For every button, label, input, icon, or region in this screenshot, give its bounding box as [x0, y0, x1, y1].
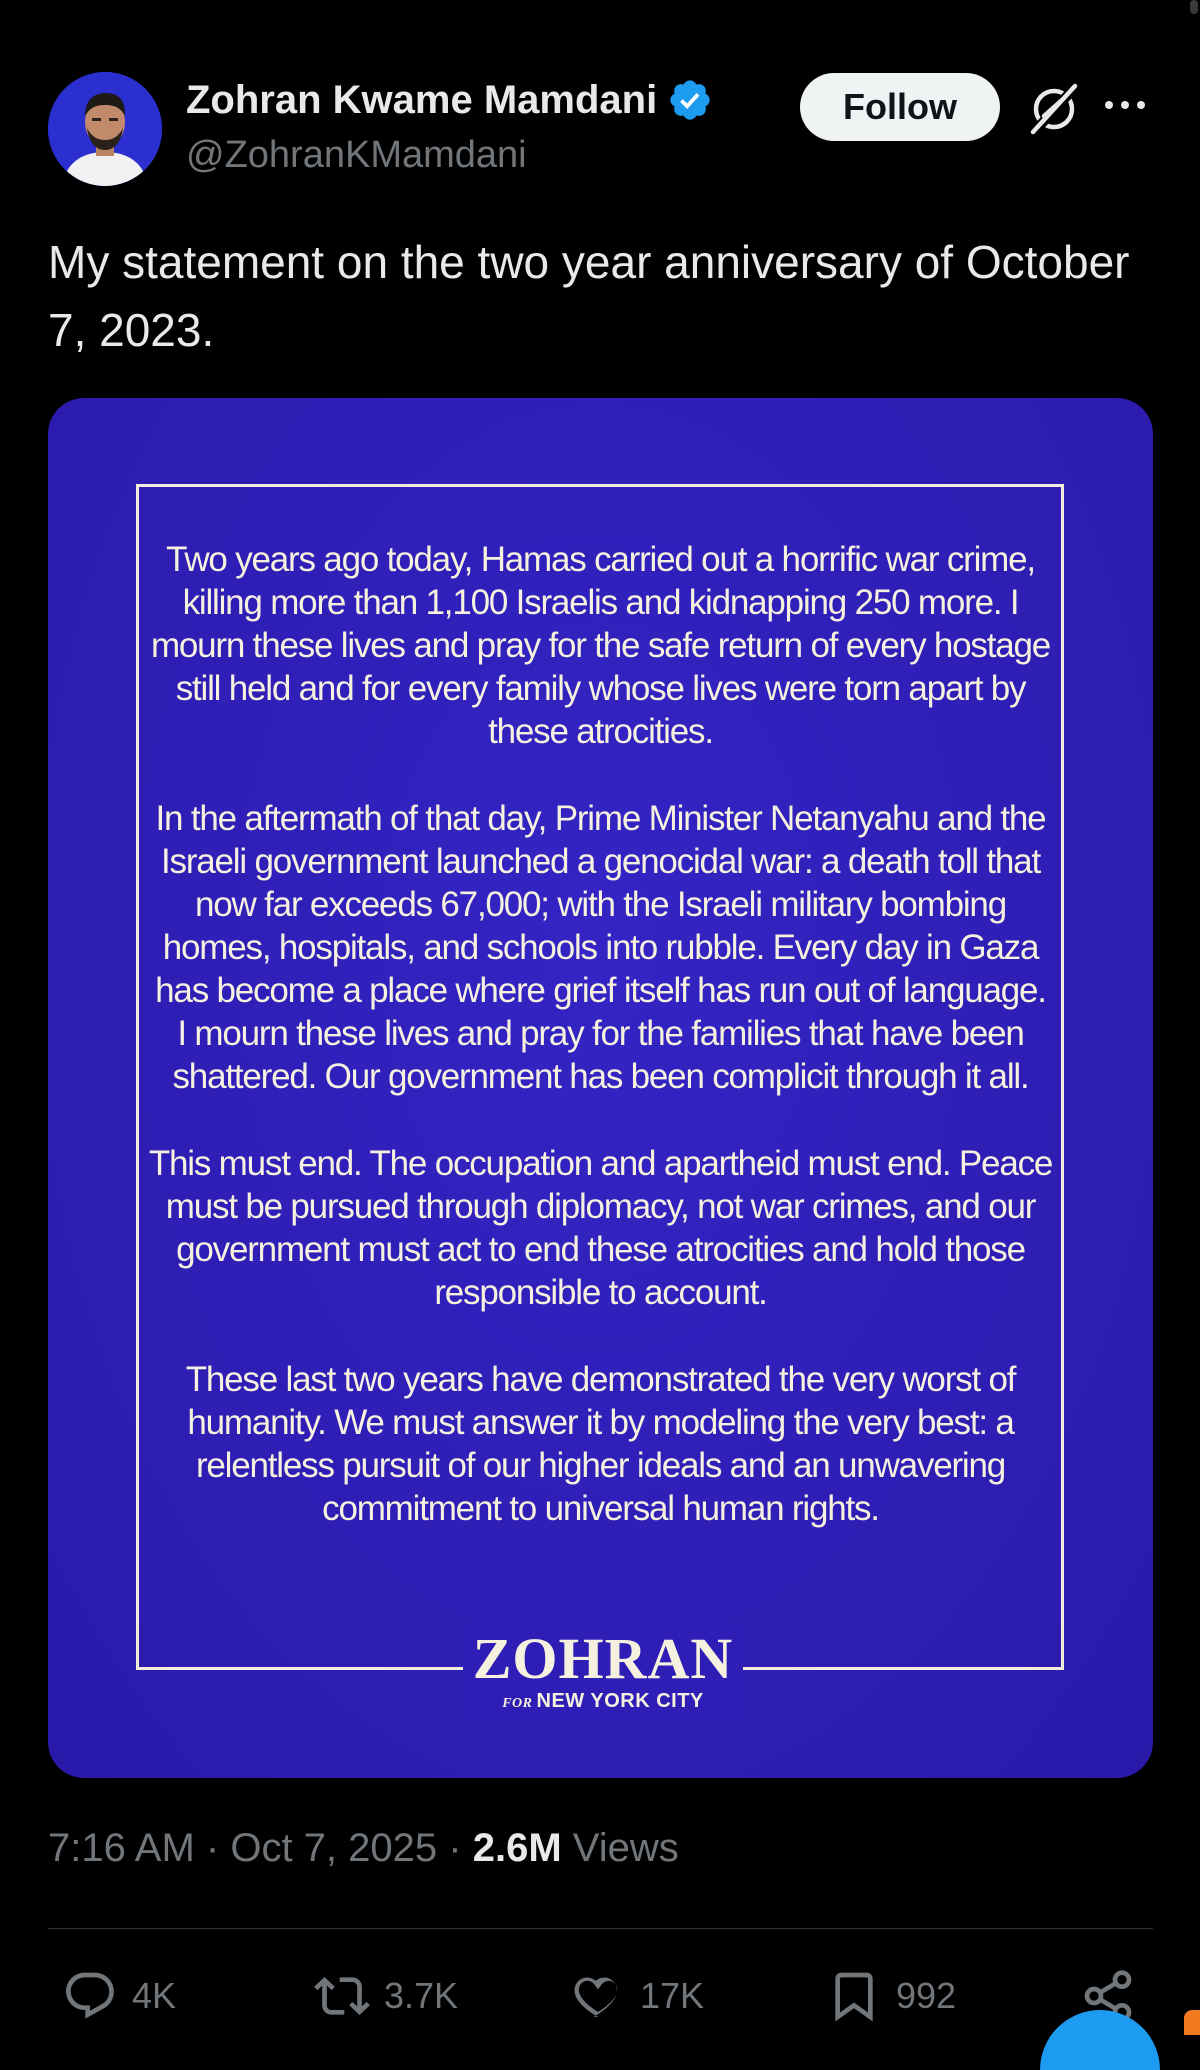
tweet-meta — [48, 1826, 679, 1871]
avatar-portrait — [48, 72, 162, 186]
like-button[interactable] — [570, 1968, 704, 2024]
logo-city: NEW YORK CITY — [536, 1690, 704, 1712]
author-handle[interactable]: @ZohranKMamdani — [186, 134, 527, 176]
avatar[interactable] — [48, 72, 162, 186]
like-icon — [570, 1968, 626, 2024]
logo-for: FOR — [502, 1696, 533, 1711]
like-count: 17K — [640, 1975, 705, 2016]
meta-separator: · — [205, 1826, 220, 1870]
tweet-time[interactable]: 7:16 AM — [48, 1826, 195, 1870]
statement-paragraph-4: These last two years have demonstrated the very worst of humanity. We must answer it by modeling the very best: a relentless pursuit of our higher ideals and an unwavering commitment to universal human rights. — [185, 1360, 1016, 1528]
statement-paragraph-2: In the aftermath of that day, Prime Minister Netanyahu and the Israeli government launched a genocidal war: a death toll that now far exceeds 67,000; with the Israeli military bombing homes, hospitals, and schools into rubble. Every day in Gaza has become a place where grief itself has run out of language. I mourn these lives and pray for the families that have been shattered. Our government has been complicit through it all. — [155, 799, 1046, 1096]
follow-button[interactable]: Follow — [800, 73, 1000, 141]
grok-icon[interactable] — [1024, 78, 1084, 138]
verified-badge-icon[interactable] — [667, 77, 713, 123]
statement-paragraph-3: This must end. The occupation and apartheid must end. Peace must be pursued through diplomacy, not war crimes, and our government must act to end these atrocities and hold those responsible to account. — [148, 1144, 1053, 1312]
bookmark-icon — [826, 1968, 882, 2024]
edge-indicator — [1184, 2010, 1200, 2035]
statement-paragraph-1: Two years ago today, Hamas carried out a horrific war crime, killing more than 1,100 Israelis and kidnapping 250 more. I mourn these lives and pray for the safe return of every hostage still held and for every family whose lives were torn apart by these atrocities. — [150, 540, 1051, 751]
tweet-text: My statement on the two year anniversary of October 7, 2023. — [48, 236, 1130, 356]
divider — [48, 1928, 1153, 1929]
reply-count: 4K — [132, 1975, 177, 2016]
logo-tagline — [463, 1688, 743, 1717]
statement-image[interactable] — [48, 398, 1153, 1778]
views-label: Views — [572, 1826, 679, 1870]
tweet-date[interactable]: Oct 7, 2025 — [230, 1826, 438, 1870]
repost-count: 3.7K — [384, 1975, 459, 2016]
campaign-logo — [463, 1626, 743, 1720]
statement-body — [148, 538, 1053, 1574]
action-bar — [48, 1968, 1153, 2028]
bookmark-count: 992 — [896, 1975, 957, 2016]
views-count[interactable]: 2.6M — [472, 1826, 562, 1870]
reply-button[interactable] — [62, 1968, 176, 2024]
repost-button[interactable] — [314, 1968, 458, 2024]
repost-icon — [314, 1968, 370, 2024]
logo-wordmark: ZOHRAN — [472, 1626, 734, 1691]
display-name-row — [186, 70, 713, 130]
tweet-header — [48, 70, 1152, 190]
bookmark-button[interactable] — [826, 1968, 956, 2024]
author-names — [186, 70, 713, 177]
scroll-indicator — [1190, 0, 1198, 14]
meta-separator: · — [448, 1826, 462, 1870]
display-name[interactable]: Zohran Kwame Mamdani — [186, 77, 658, 122]
more-icon[interactable] — [1100, 90, 1150, 120]
reply-icon — [62, 1968, 118, 2024]
